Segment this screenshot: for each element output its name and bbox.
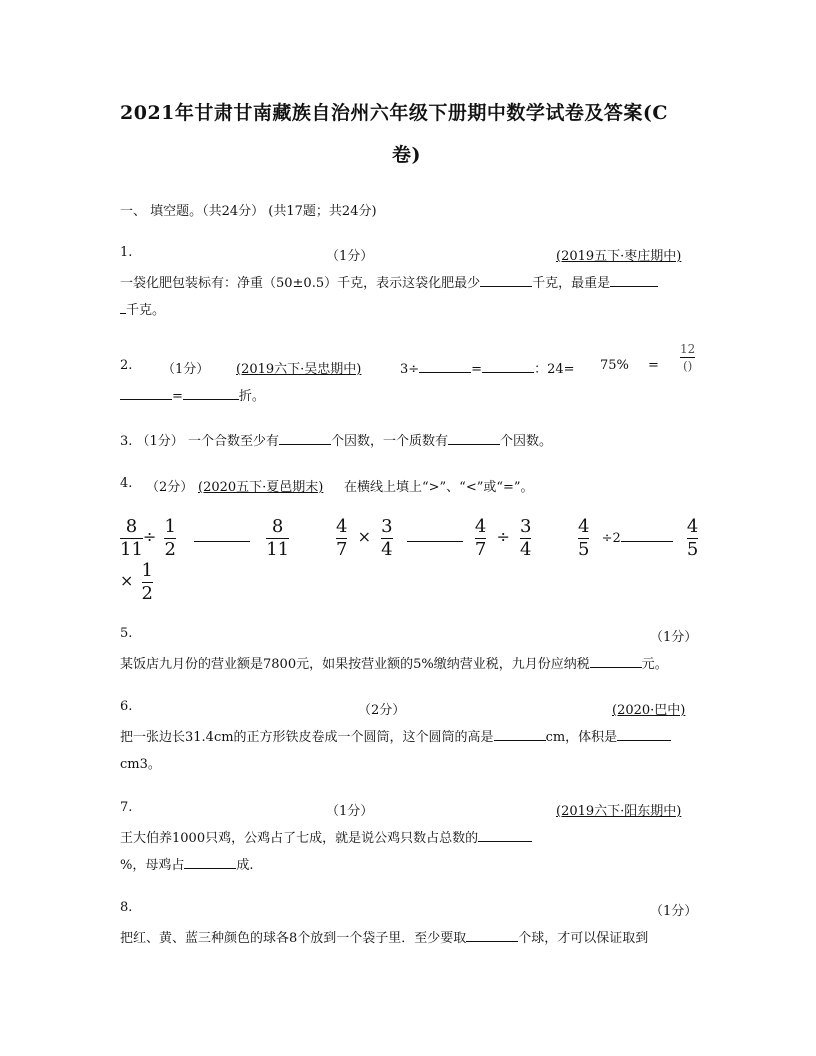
q6-source-link[interactable]: (2020·巴中) <box>612 703 686 718</box>
q6-blank-2[interactable] <box>617 728 671 741</box>
q1-blank-1[interactable] <box>480 274 532 287</box>
q1-source-link[interactable]: (2019五下·枣庄期中) <box>556 249 682 264</box>
q4-blank-2[interactable] <box>407 529 463 542</box>
q4-div2: ÷2 <box>601 531 621 546</box>
q4-times-2: × <box>120 571 134 590</box>
q1-line2 <box>120 299 165 318</box>
q7-text: 王大伯养1000只鸡，公鸡占了七成，就是说公鸡只数占总数的 <box>120 831 479 846</box>
q1-text-c: 千克。 <box>126 303 166 318</box>
q4-source-link[interactable]: (2020五下·夏邑期末) <box>198 480 324 495</box>
q6-text: 把一张边长31.4cm的正方形铁皮卷成一个圆筒，这个圆筒的高是 <box>120 730 494 745</box>
q8-text: 把红、黄、蓝三种颜色的球各8个放到一个袋子里．至少要取 <box>120 931 467 946</box>
q4-frac-8: $\frac{4}{5}$ <box>578 516 590 560</box>
q2-blank-1[interactable] <box>419 360 471 373</box>
q4-frac-9: $\frac{4}{5}$ <box>686 516 699 560</box>
q7-blank-2[interactable] <box>184 856 236 869</box>
q2-frac-den: () <box>682 359 693 373</box>
q5-line <box>120 653 668 672</box>
q5-text: 某饭店九月份的营业额是7800元，如果按营业额的5%缴纳营业税，九月份应纳税 <box>120 657 590 672</box>
q3-line <box>120 430 552 449</box>
q8-end: 个球，才可以保证取到 <box>518 931 649 946</box>
q7-source-link[interactable]: (2019六下·阳东期中) <box>556 804 682 819</box>
q7-line2-b: 成. <box>236 858 254 873</box>
q4-times-1: × <box>357 527 371 546</box>
q7-line2 <box>120 854 254 873</box>
q4-div-1: ÷ <box>142 527 157 546</box>
q1-text-b: 千克，最重是 <box>532 276 611 291</box>
q3-text-b: 个因数，一个质数有 <box>330 434 448 449</box>
q4-frac-6: $\frac{4}{7}$ <box>474 516 487 560</box>
q1-line1 <box>120 272 658 291</box>
q4-blank-1[interactable] <box>194 529 250 542</box>
q2-number: 2. <box>120 358 133 373</box>
q2-blank-2[interactable] <box>482 360 534 373</box>
q6-line1 <box>120 726 671 745</box>
q3-text-c: 个因数。 <box>499 434 552 449</box>
q2-fraction <box>680 343 695 372</box>
q4-frac-3: $\frac{8}{11}$ <box>266 516 290 560</box>
q2-text-c: ：24= <box>534 362 575 377</box>
q4-frac-5: $\frac{3}{4}$ <box>381 516 393 560</box>
q2-equals: = <box>648 358 659 373</box>
q2-text-a: 3÷ <box>400 362 420 377</box>
q7-score: （1分） <box>326 804 374 819</box>
q2-blank-3[interactable] <box>120 387 172 400</box>
q3-text-a: 3. （1分） 一个合数至少有 <box>120 434 279 449</box>
q7-line1 <box>120 827 532 846</box>
q2-line2-end: 折。 <box>238 389 265 404</box>
q4-blank-3[interactable] <box>621 529 673 542</box>
q7-line2-a: %，母鸡占 <box>120 858 185 873</box>
q4-score: （2分） <box>146 480 194 495</box>
q6-number: 6. <box>120 699 133 714</box>
q6-blank-1[interactable] <box>494 728 546 741</box>
q2-source-text: (2019六下·吴忠期中) <box>236 362 362 377</box>
q6-score: （2分） <box>358 703 406 718</box>
q4-frac-7: $\frac{3}{4}$ <box>520 516 532 560</box>
q2-line2 <box>120 385 265 404</box>
q3-blank-2[interactable] <box>448 432 500 445</box>
q8-score: （1分） <box>650 904 698 919</box>
q4-frac-2: $\frac{1}{2}$ <box>164 516 176 560</box>
q4-expr-1 <box>120 518 289 559</box>
q2-percent: 75% <box>600 358 629 373</box>
section-heading: 一、 填空题。（共24分） (共17题；共24分) <box>120 204 377 219</box>
q5-blank-1[interactable] <box>590 655 642 668</box>
q4-number: 4. <box>120 476 133 491</box>
q2-frac-num: 12 <box>680 342 696 356</box>
q1-blank-2[interactable] <box>610 274 658 287</box>
page-title-line2: 卷) <box>392 144 421 166</box>
q8-number: 8. <box>120 900 133 915</box>
q4-expr-2 <box>336 518 531 559</box>
q4-div-2: ÷ <box>496 527 510 546</box>
q4-frac-1: $\frac{8}{11}$ <box>120 516 143 560</box>
q8-line1 <box>120 927 648 946</box>
q6-mid: cm，体积是 <box>545 730 618 745</box>
q3-blank-1[interactable] <box>279 432 331 445</box>
q1-score: （1分） <box>326 249 374 264</box>
q2-expression <box>400 358 575 377</box>
q2-blank-4[interactable] <box>183 387 239 400</box>
page-title-line1: 2021年甘肃甘南藏族自治州六年级下册期中数学试卷及答案(C <box>120 102 668 124</box>
q4-expr-3 <box>578 518 698 559</box>
q1-text-a: 一袋化肥包装标有：净重（50±0.5）千克，表示这袋化肥最少 <box>120 276 481 291</box>
q7-blank-1[interactable] <box>478 829 532 842</box>
q2-score: （1分） <box>162 362 210 377</box>
q2-source-link[interactable] <box>236 358 381 377</box>
q8-blank-1[interactable] <box>466 929 518 942</box>
q4-frac-4: $\frac{4}{7}$ <box>336 516 348 560</box>
q2-text-b: = <box>471 362 483 377</box>
q4-instruction: 在横线上填上“>”、“<”或“=”。 <box>344 480 534 495</box>
q1-number: 1. <box>120 245 133 260</box>
q4-frac-10: $\frac{1}{2}$ <box>141 560 153 604</box>
q6-line2: cm3。 <box>120 757 161 772</box>
q7-number: 7. <box>120 800 133 815</box>
q5-score: （1分） <box>650 630 698 645</box>
q4-expr-3-cont <box>120 562 153 603</box>
q5-number: 5. <box>120 626 133 641</box>
q5-end: 元。 <box>641 657 668 672</box>
q2-line2-eq: = <box>172 389 183 404</box>
